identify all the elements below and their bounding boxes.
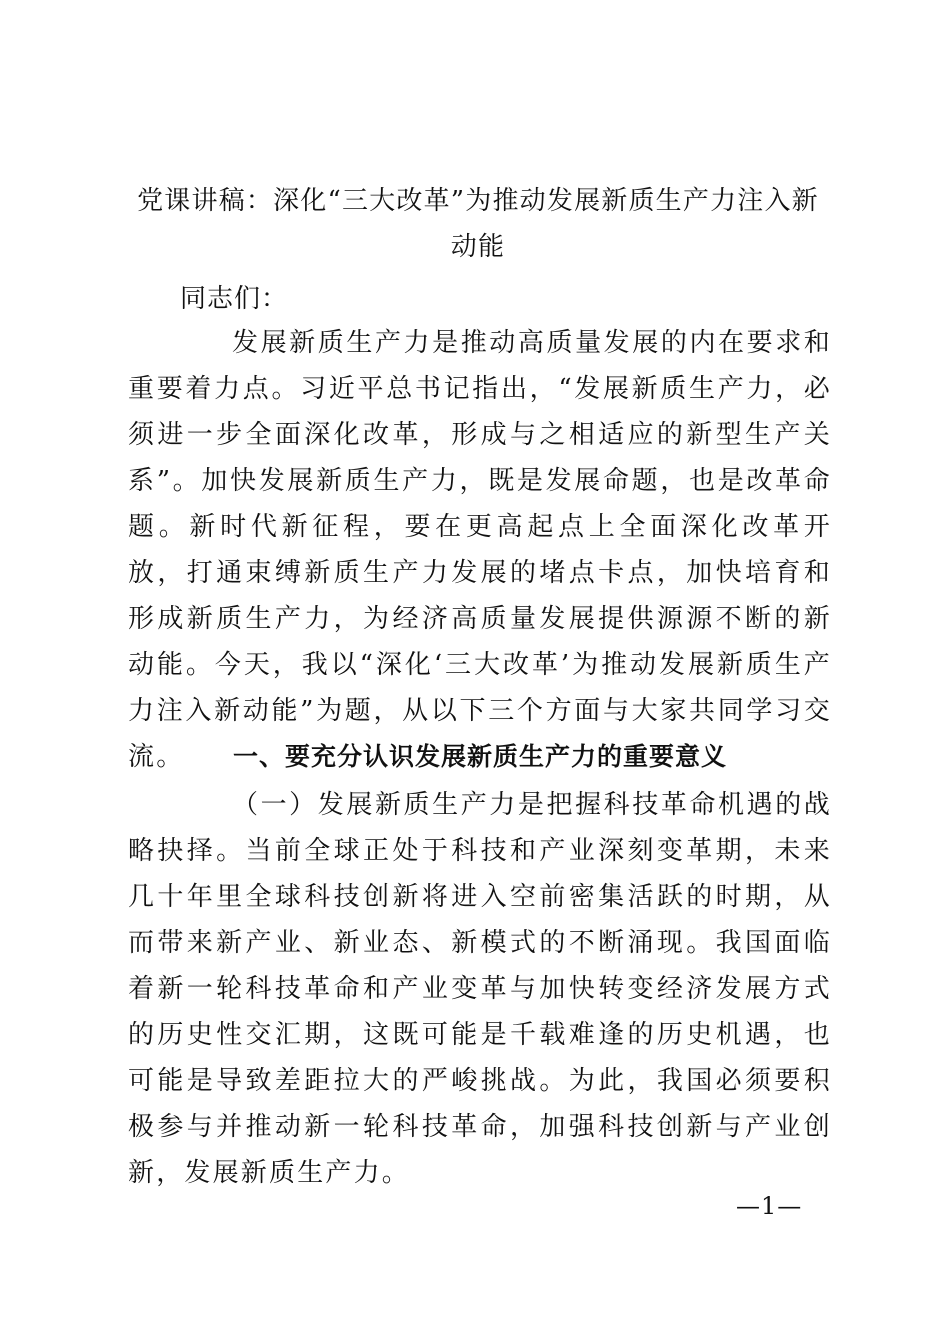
page-number: —1— xyxy=(736,1192,803,1220)
intro-paragraph: 发展新质生产力是推动高质量发展的内在要求和重要着力点。习近平总书记指出，“发展新质生产力，必须进一步全面深化改革，形成与之相适应的新型生产关系”。加快发展新质生产力，既是发展命题，也是改革命题。新时代新征程，要在更高起点上全面深化改革开放，打通束缚新质生产力发展的堵点卡点，加快培育和形成新质生产力，为经济高质量发展提供源源不断的新动能。今天，我以“深化‘三大改革’为推动发展新质生产力注入新动能”为题，从以下三个方面与大家共同学习交流。 xyxy=(128,328,832,772)
document-title: 党课讲稿：深化“三大改革”为推动发展新质生产力注入新动能 xyxy=(137,186,819,262)
subsection-body: 当前全球正处于科技和产业深刻变革期，未来几十年里全球科技创新将进入空前密集活跃的时期，从而带来新产业、新业态、新模式的不断涌现。我国面临着新一轮科技革命和产业变革与加快转变经济发展方式的历史性交汇期，这既可能是千载难逢的历史机遇，也可能是导致差距拉大的严峻挑战。为此，我国必须要积极参与并推动新一轮科技革命，加强科技创新与产业创新，发展新质生产力。 xyxy=(128,836,832,1188)
subsection-paragraph xyxy=(128,782,832,1196)
subsection-lead: （一）发展新质生产力是把握科技革命机遇的战略抉择。 xyxy=(128,790,832,866)
section-heading: 一、要充分认识发展新质生产力的重要意义 xyxy=(232,742,727,771)
salutation: 同志们： xyxy=(180,284,289,314)
